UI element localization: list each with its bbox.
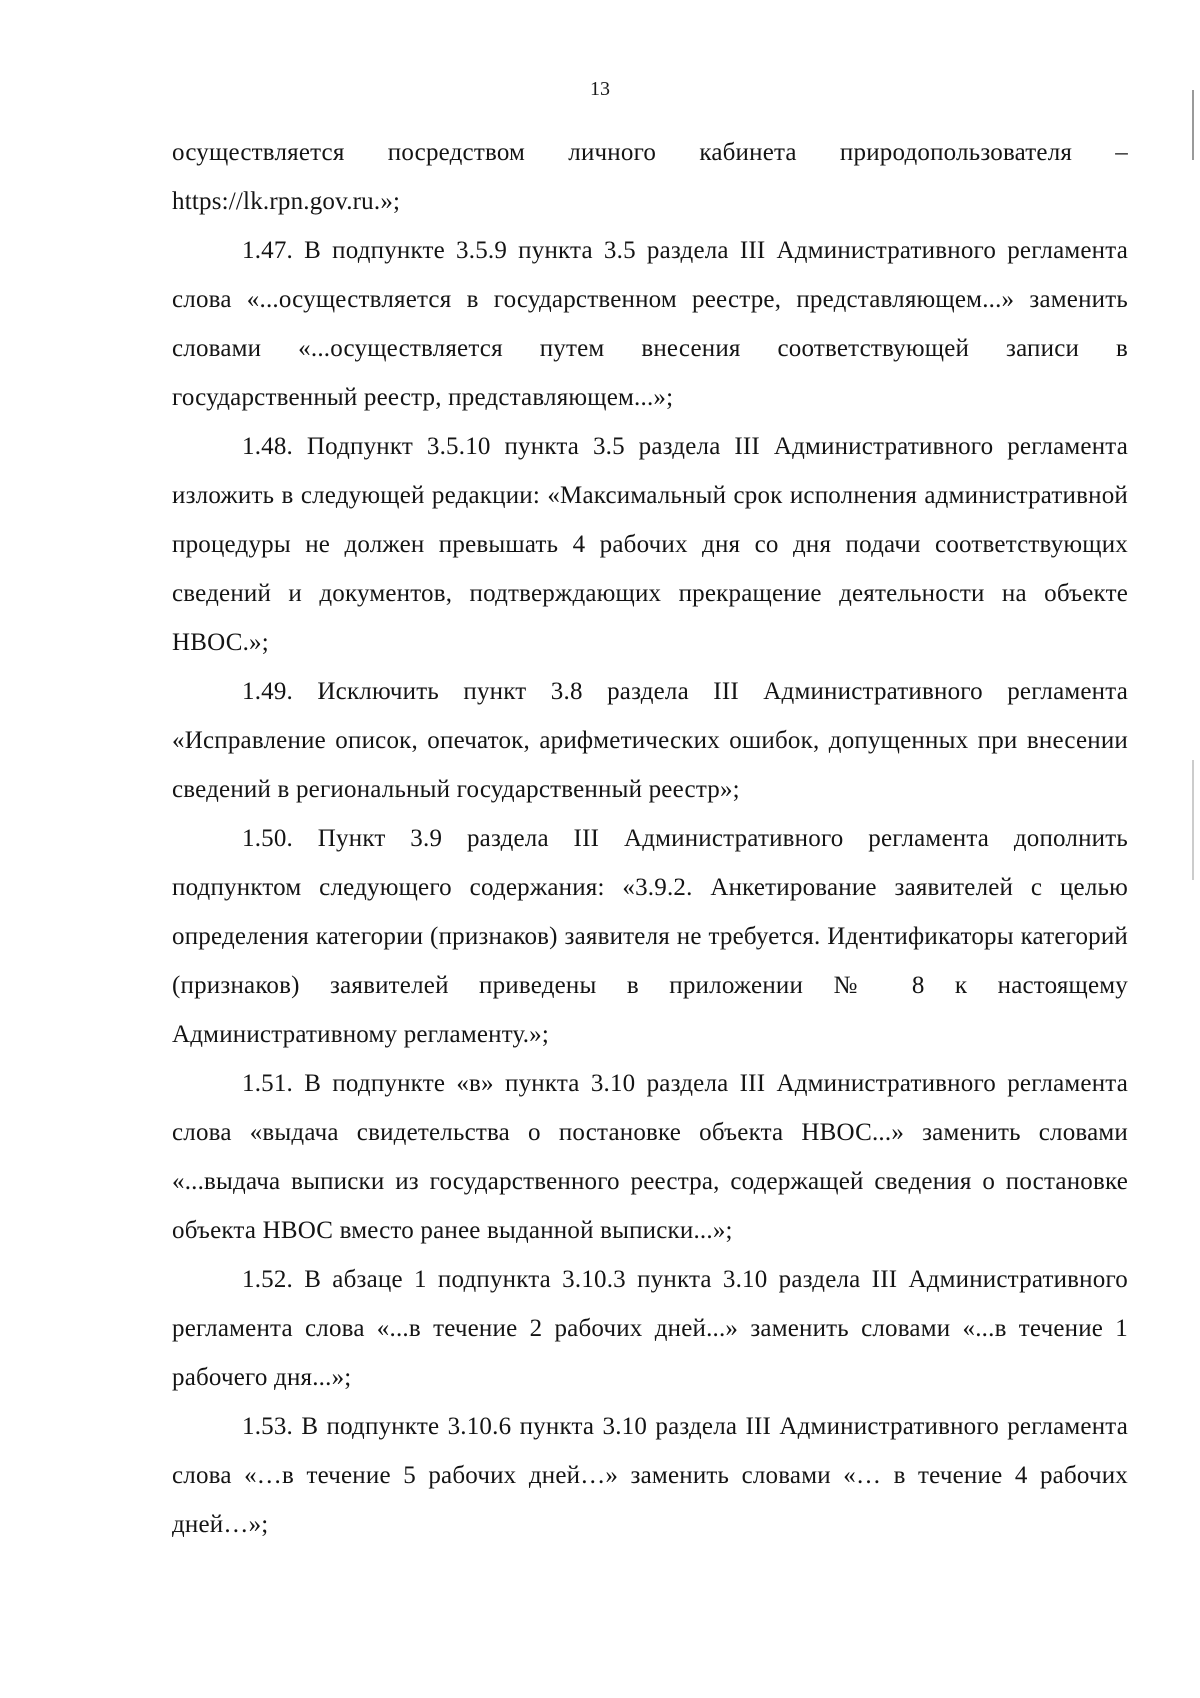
scan-edge-mark: [1192, 760, 1194, 880]
paragraph-continuation: осуществляется посредством личного кабинета природопользователя – https://lk.rpn.gov.ru.»;: [172, 139, 1128, 215]
page-number: 13: [590, 78, 610, 100]
paragraph-1-49: 1.49. Исключить пункт 3.8 раздела III Административного регламента «Исправление описок, опечаток, арифметических ошибок, допущенных при внесении сведений в региональный государственный реестр»;: [172, 678, 1128, 803]
paragraph-1-52: 1.52. В абзаце 1 подпункта 3.10.3 пункта 3.10 раздела III Административного регламента слова «...в течение 2 рабочих дней...» заменить словами «...в течение 1 рабочего дня...»;: [172, 1266, 1128, 1391]
paragraph-1-53: 1.53. В подпункте 3.10.6 пункта 3.10 раздела III Административного регламента слова «…в течение 5 рабочих дней…» заменить словами «… в течение 4 рабочих дней…»;: [172, 1413, 1128, 1538]
paragraph-1-51: 1.51. В подпункте «в» пункта 3.10 раздела III Административного регламента слова «выдача свидетельства о постановке объекта НВОС...» заменить словами «...выдача выписки из государственного реестра, содержащей сведения о постановке объекта НВОС вместо ранее выданной выписки...»;: [172, 1070, 1128, 1244]
document-body: [172, 128, 1128, 1549]
paragraph-1-48: 1.48. Подпункт 3.5.10 пункта 3.5 раздела III Административного регламента изложить в следующей редакции: «Максимальный срок исполнения административной процедуры не должен превышать 4 рабочих дня со дня подачи соответствующих сведений и документов, подтверждающих прекращение деятельности на объекте НВОС.»;: [172, 433, 1128, 656]
paragraph-1-47: 1.47. В подпункте 3.5.9 пункта 3.5 раздела III Административного регламента слова «...осуществляется в государственном реестре, представляющем...» заменить словами «...осуществляется путем внесения соответствующей записи в государственный реестр, представляющем...»;: [172, 237, 1128, 411]
paragraph-1-50: 1.50. Пункт 3.9 раздела III Административного регламента дополнить подпунктом следующего содержания: «3.9.2. Анкетирование заявителей с целью определения категории (признаков) заявителя не требуется. Идентификаторы категорий (признаков) заявителей приведены в приложении № 8 к настоящему Административному регламенту.»;: [172, 825, 1128, 1048]
